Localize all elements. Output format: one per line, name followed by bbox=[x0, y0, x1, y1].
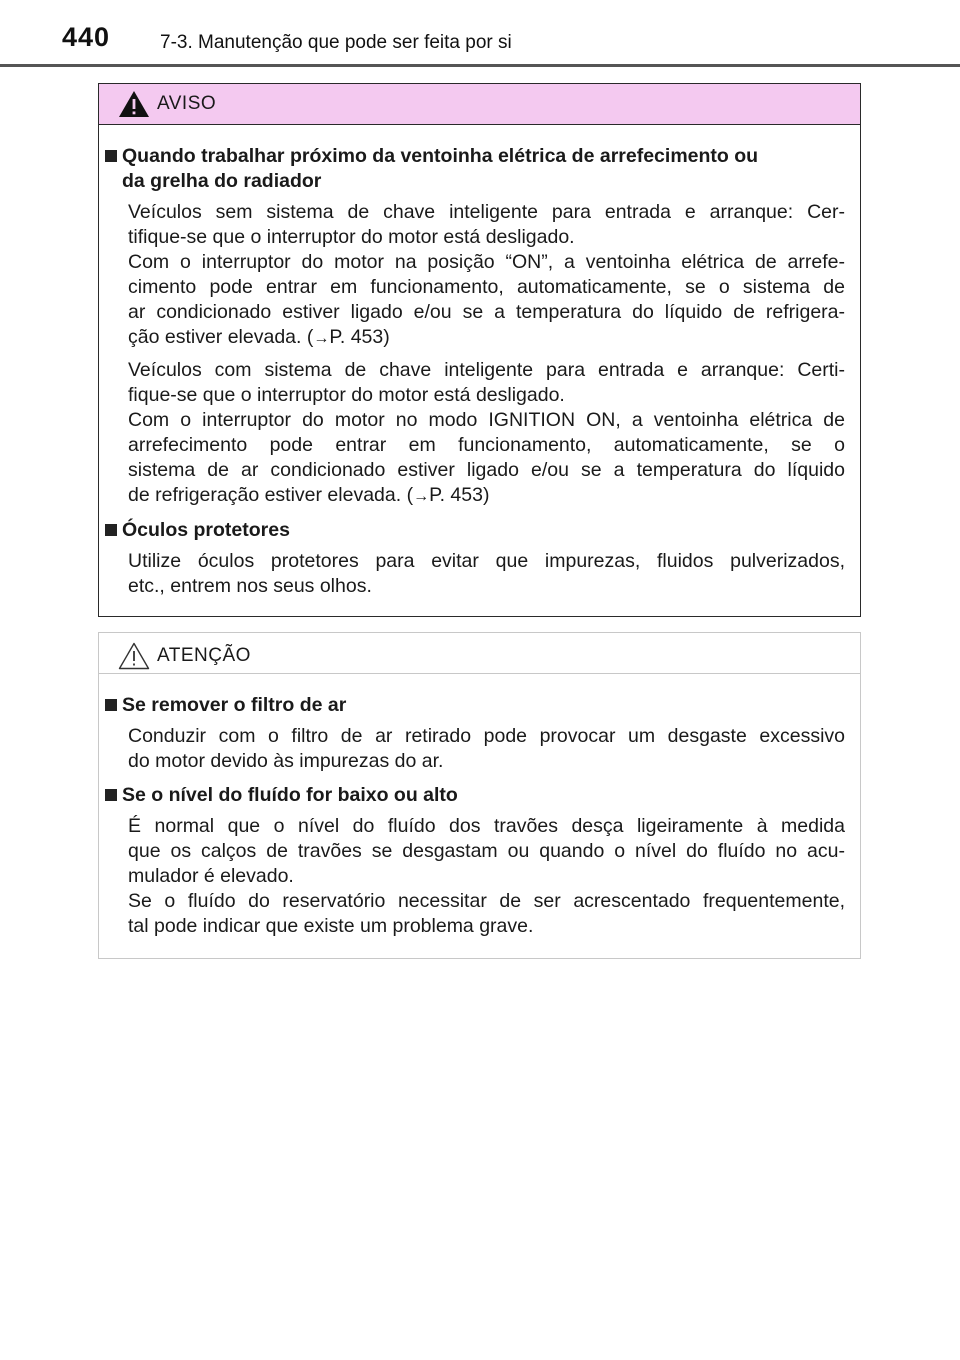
paragraph bbox=[128, 724, 845, 774]
warning-box-body bbox=[99, 144, 860, 599]
caution-box bbox=[98, 632, 861, 959]
paragraph bbox=[128, 549, 845, 599]
page-reference-link[interactable]: P. 453) bbox=[429, 484, 490, 506]
topic-title-line: da grelha do radiador bbox=[122, 170, 322, 192]
text-line: ar condicionado estiver ligado e/ou se a temperatura do líquido de refrigera- bbox=[128, 301, 845, 323]
section-title: 7-3. Manutenção que pode ser feita por si bbox=[160, 32, 512, 53]
arrow-right-icon: → bbox=[413, 488, 430, 505]
text-line: etc., entrem nos seus olhos. bbox=[128, 575, 372, 597]
warning-triangle-outline-icon bbox=[117, 641, 151, 671]
caution-topic bbox=[105, 693, 845, 718]
text-line: Utilize óculos protetores para evitar que impurezas, fluidos pulverizados, bbox=[128, 550, 845, 572]
text-line: arrefecimento pode entrar em funcionamento, automaticamente, se o bbox=[128, 434, 845, 456]
topic-title: Óculos protetores bbox=[122, 519, 290, 541]
square-bullet-icon bbox=[105, 699, 117, 711]
topic-title: Se o nível do fluído for baixo ou alto bbox=[122, 784, 458, 806]
caution-box-body bbox=[99, 693, 860, 939]
text-line: mulador é elevado. bbox=[128, 865, 294, 887]
square-bullet-icon bbox=[105, 789, 117, 801]
square-bullet-icon bbox=[105, 150, 117, 162]
warning-box-header bbox=[99, 84, 860, 125]
text-line: sistema de ar condicionado estiver ligado e/ou se a temperatura do líquido bbox=[128, 459, 845, 481]
text-line: Com o interruptor do motor na posição “ON”, a ventoinha elétrica de arrefe- bbox=[128, 251, 845, 273]
text-line: cimento pode entrar em funcionamento, automaticamente, se o sistema de bbox=[128, 276, 845, 298]
arrow-right-icon: → bbox=[313, 330, 330, 347]
caution-topic bbox=[105, 783, 845, 808]
warning-topic bbox=[105, 144, 845, 194]
page-header bbox=[0, 0, 960, 66]
warning-box bbox=[98, 83, 861, 617]
warning-topic bbox=[105, 518, 845, 543]
text-line: tifique-se que o interruptor do motor está desligado. bbox=[128, 226, 575, 248]
text-line: Conduzir com o filtro de ar retirado pode provocar um desgaste excessivo bbox=[128, 725, 845, 747]
text-line bbox=[128, 483, 845, 509]
warning-triangle-filled-icon bbox=[117, 89, 151, 119]
warning-label: AVISO bbox=[157, 93, 217, 114]
text-line: fique-se que o interruptor do motor está desligado. bbox=[128, 384, 565, 406]
text-line: tal pode indicar que existe um problema grave. bbox=[128, 915, 534, 937]
header-divider bbox=[0, 64, 960, 67]
square-bullet-icon bbox=[105, 524, 117, 536]
topic-title-line: Quando trabalhar próximo da ventoinha elétrica de arrefecimento ou bbox=[122, 145, 759, 167]
text-line bbox=[128, 325, 845, 351]
text-line: É normal que o nível do fluído dos travões desça ligeiramente à medida bbox=[128, 815, 845, 837]
caution-box-header bbox=[99, 633, 860, 674]
text-line: que os calços de travões se desgastam ou quando o nível do fluído no acu- bbox=[128, 840, 845, 862]
page-number: 440 bbox=[62, 22, 111, 52]
text-fragment: ção estiver elevada. ( bbox=[128, 326, 314, 348]
caution-label: ATENÇÃO bbox=[157, 645, 251, 666]
paragraph bbox=[128, 814, 845, 939]
topic-title: Se remover o filtro de ar bbox=[122, 694, 347, 716]
text-line: Veículos com sistema de chave inteligente para entrada e arranque: Certi- bbox=[128, 359, 845, 381]
text-line: Veículos sem sistema de chave inteligente para entrada e arranque: Cer- bbox=[128, 201, 845, 223]
topic-title bbox=[122, 144, 758, 194]
text-line: do motor devido às impurezas do ar. bbox=[128, 750, 444, 772]
paragraph bbox=[128, 358, 845, 509]
text-fragment: de refrigeração estiver elevada. ( bbox=[128, 484, 414, 506]
text-line: Com o interruptor do motor no modo IGNITION ON, a ventoinha elétrica de bbox=[128, 409, 845, 431]
text-line: Se o fluído do reservatório necessitar de ser acrescentado frequentemente, bbox=[128, 890, 845, 912]
page-reference-link[interactable]: P. 453) bbox=[329, 326, 390, 348]
paragraph bbox=[128, 200, 845, 351]
